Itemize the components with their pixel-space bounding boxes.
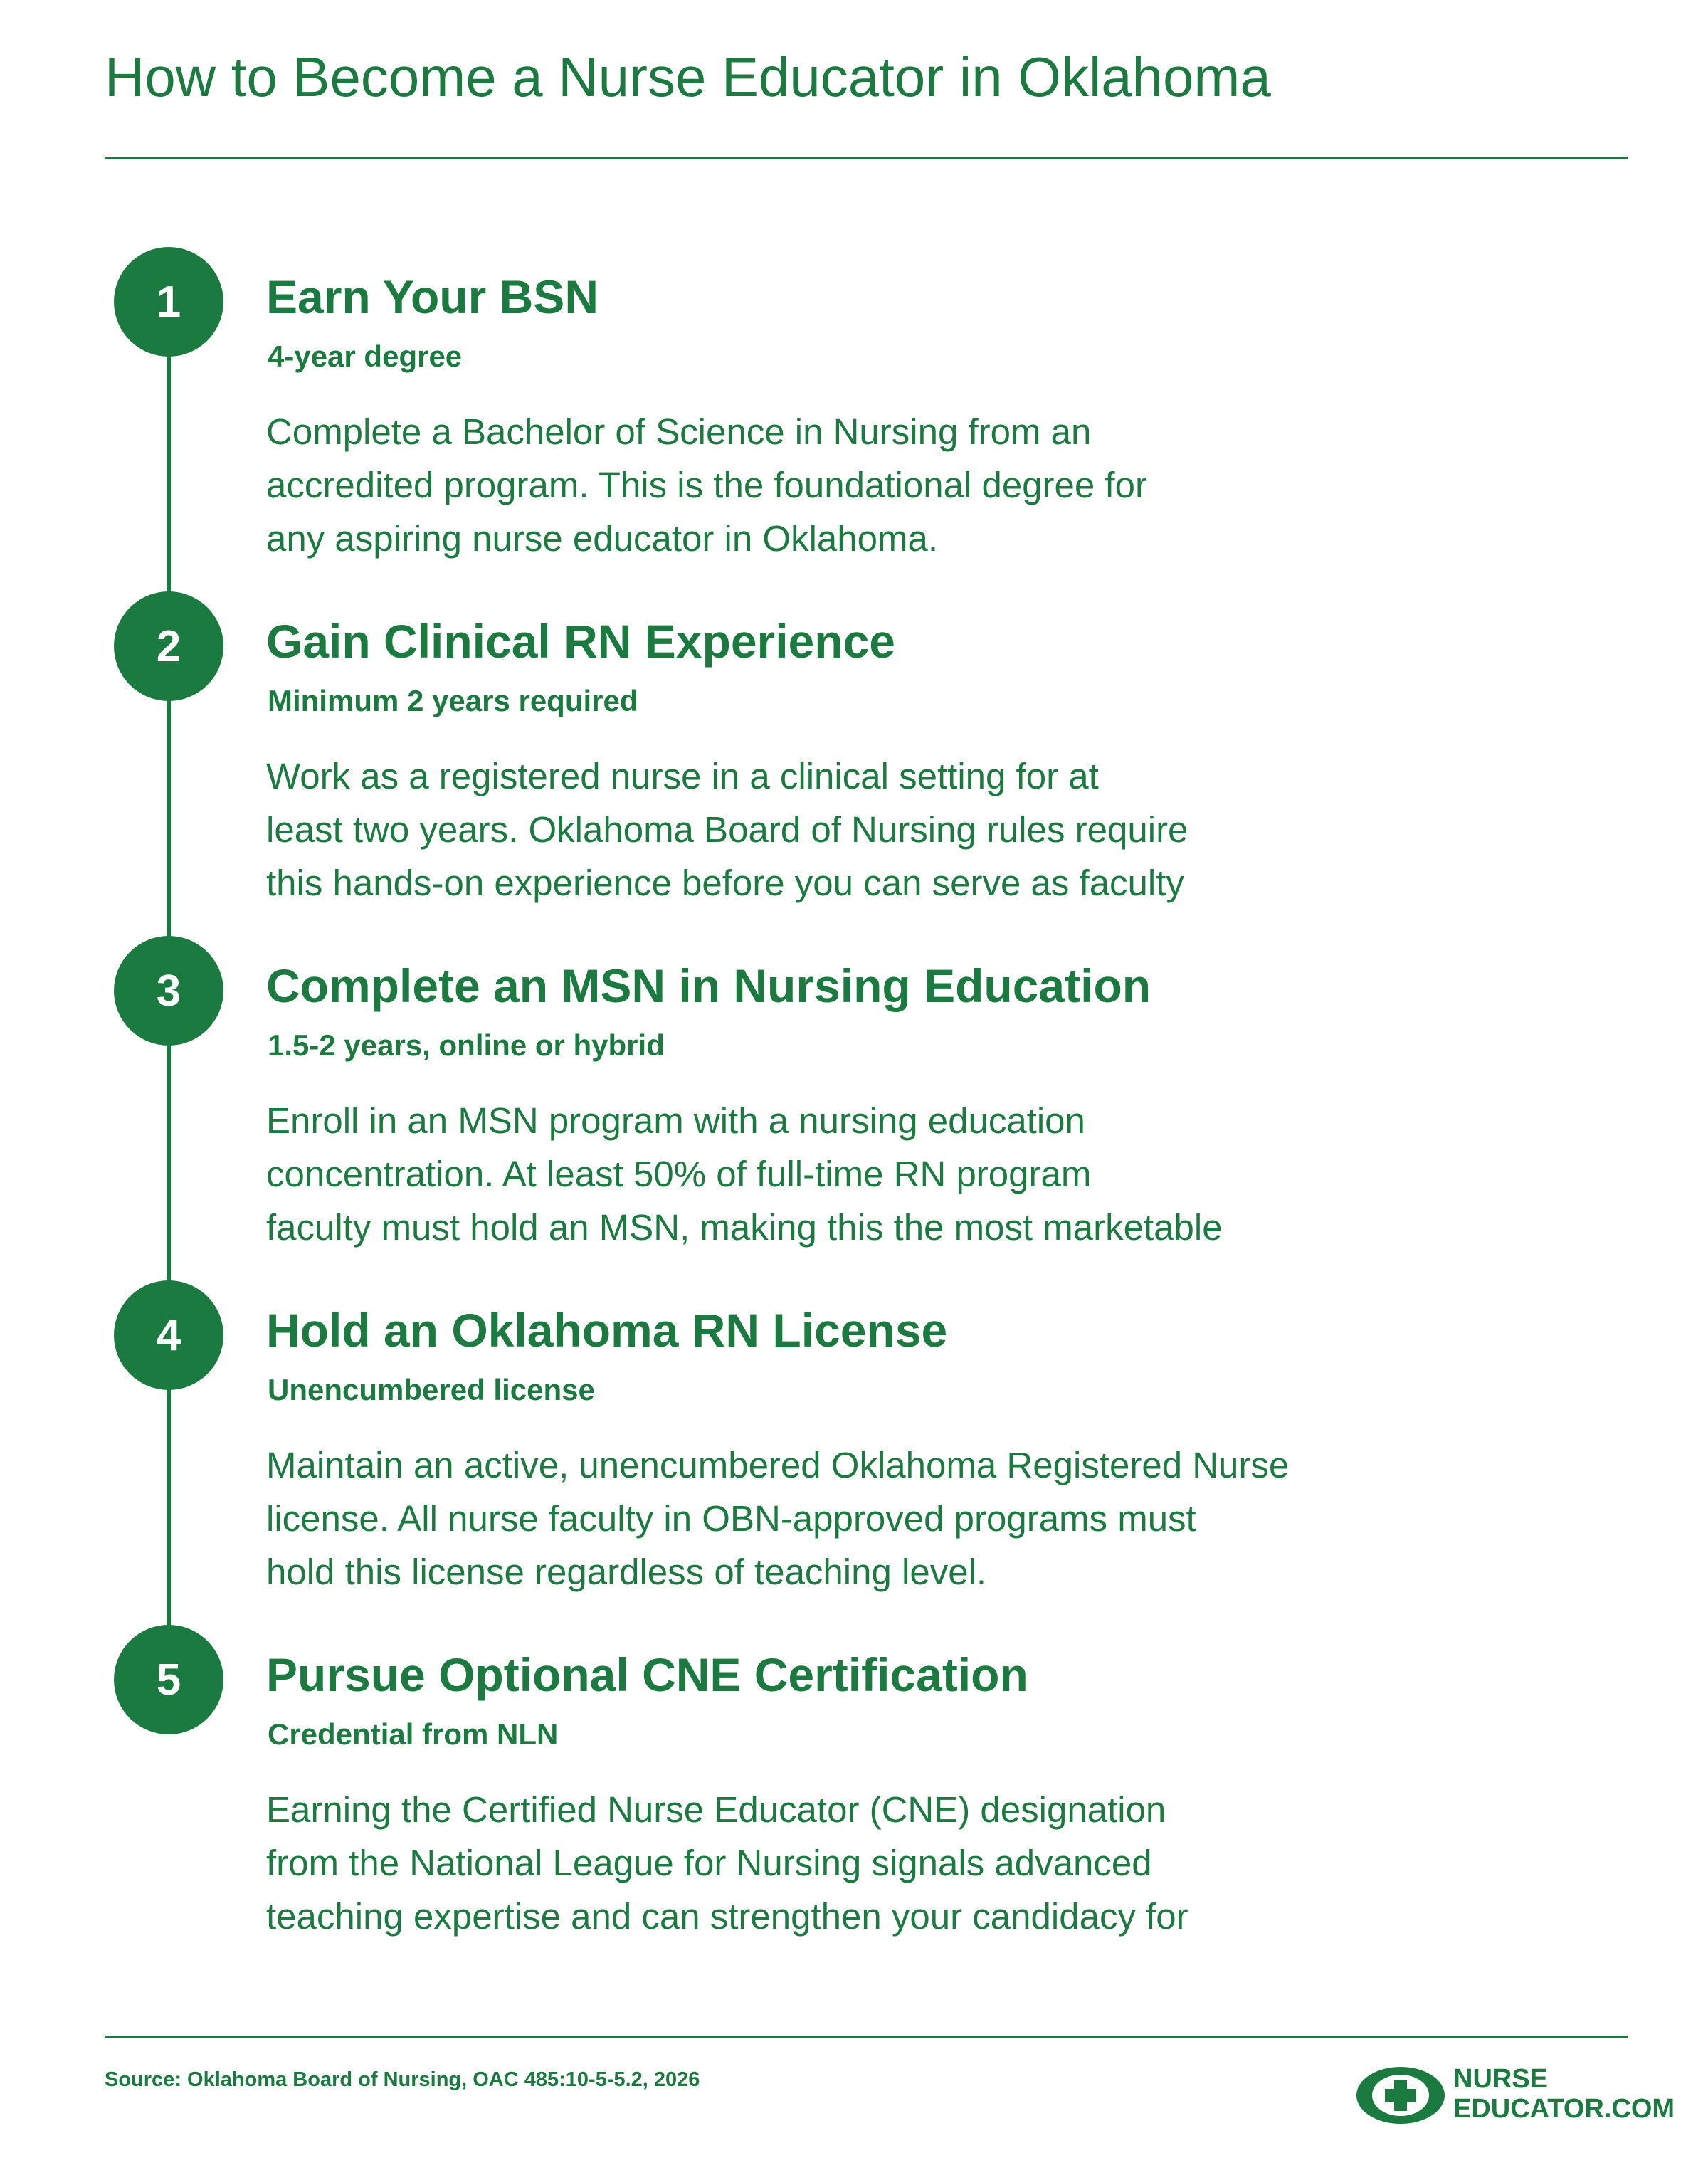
step-title: Earn Your BSN bbox=[266, 270, 599, 323]
step-title: Hold an Oklahoma RN License bbox=[266, 1304, 948, 1357]
step-subtitle: 4-year degree bbox=[268, 339, 463, 373]
step-number-badge: 2 bbox=[114, 591, 223, 701]
step-description: Earning the Certified Nurse Educator (CNE) designation from the National League for Nursing signals advanced teaching expertise and can strengthen your candidacy for bbox=[266, 1789, 1188, 1937]
step-subtitle: 1.5-2 years, online or hybrid bbox=[268, 1028, 665, 1062]
step-subtitle: Unencumbered license bbox=[268, 1373, 595, 1406]
step-2 bbox=[0, 591, 1708, 933]
medical-cross-icon bbox=[1355, 2065, 1446, 2125]
step-title: Complete an MSN in Nursing Education bbox=[266, 959, 1151, 1012]
nurse-educator-logo bbox=[1355, 2060, 1675, 2128]
step-title: Gain Clinical RN Experience bbox=[266, 615, 895, 668]
step-number-badge: 4 bbox=[114, 1280, 223, 1390]
step-number-badge: 5 bbox=[114, 1625, 223, 1734]
step-title: Pursue Optional CNE Certification bbox=[266, 1648, 1028, 1701]
step-description: Maintain an active, unencumbered Oklahoma Registered Nurse license. All nurse faculty in OBN-approved programs must hold this license regardless of teaching level. bbox=[266, 1445, 1290, 1592]
source-citation: Source: Oklahoma Board of Nursing, OAC 485:10-5-5.2, 2026 bbox=[105, 2068, 700, 2091]
step-number-badge: 3 bbox=[114, 936, 223, 1046]
step-subtitle: Minimum 2 years required bbox=[268, 684, 638, 717]
step-description: Work as a registered nurse in a clinical setting for at least two years. Oklahoma Board of Nursing rules require this hands-on experience before you can serve as faculty bbox=[266, 756, 1188, 903]
step-description: Complete a Bachelor of Science in Nursing from an accredited program. This is the foundational degree for any aspiring nurse educator in Oklahoma. bbox=[266, 411, 1147, 559]
header-divider bbox=[105, 157, 1628, 159]
step-5 bbox=[0, 1625, 1708, 1966]
step-3 bbox=[0, 936, 1708, 1278]
page-title: How to Become a Nurse Educator in Oklahoma bbox=[105, 46, 1271, 108]
logo-wordmark: NURSE EDUCATOR.COM bbox=[1453, 2064, 1675, 2124]
footer-divider bbox=[105, 2036, 1628, 2038]
step-1 bbox=[0, 247, 1708, 589]
step-4 bbox=[0, 1280, 1708, 1622]
step-description: Enroll in an MSN program with a nursing education concentration. At least 50% of full-time RN program faculty must hold an MSN, making this the most marketable bbox=[266, 1100, 1223, 1248]
step-number-badge: 1 bbox=[114, 247, 223, 357]
step-subtitle: Credential from NLN bbox=[268, 1717, 559, 1751]
